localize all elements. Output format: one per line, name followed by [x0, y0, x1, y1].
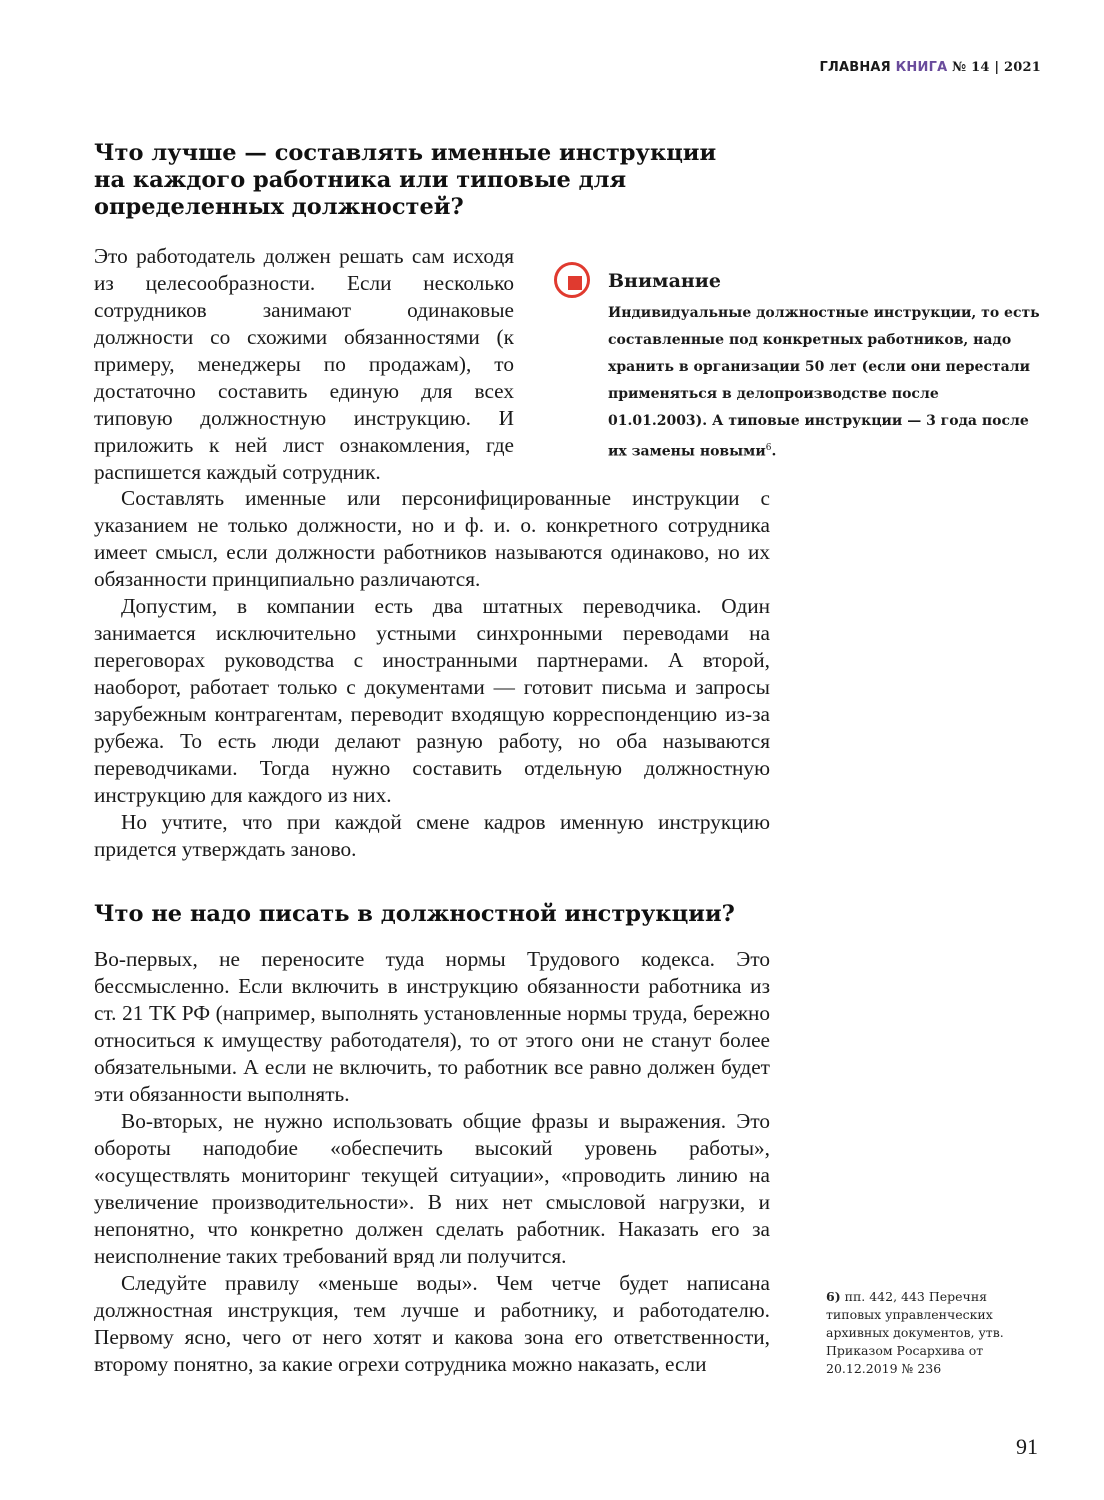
paragraph: Но учтите, что при каждой смене кадров именную инструкцию придется утверждать заново.: [94, 810, 770, 861]
callout-end: .: [771, 443, 777, 460]
page-number: 91: [1016, 1434, 1038, 1459]
paragraph: Это работодатель должен решать сам исходя из целесообразности. Если несколько сотрудников занимают одинаковые должности со схожими обязанностями (к примеру, менеджеры по продажам), то достаточно составить единую для всех типовую должностную инструкцию. И приложить к ней лист ознакомления, где распишется каждый сотрудник.: [94, 244, 514, 484]
issue-number: № 14 | 2021: [952, 60, 1041, 75]
magazine-header: [819, 60, 1041, 75]
paragraph: Составлять именные или персонифицированные инструкции с указанием не только должности, но и ф. и. о. конкретного сотрудника имеет смысл, если должности работников называются одинаково, но их обязанности принципиально различаются.: [94, 486, 770, 591]
body-text: [94, 946, 770, 1378]
paragraph: Допустим, в компании есть два штатных переводчика. Один занимается исключительно устными синхронными переводами на переговорах руководства с иностранными партнерами. А второй, наоборот, работает только с документами — готовит письма и запросы зарубежным контрагентам, переводит входящую корреспонденцию из-за рубежа. То есть люди делают разную работу, но оба называются переводчиками. Тогда нужно составить отдельную должностную инструкцию для каждого из них.: [94, 594, 770, 807]
brand-name: ГЛАВНАЯ: [819, 60, 891, 75]
paragraph: Во-первых, не переносите туда нормы Трудового кодекса. Это бессмысленно. Если включить в инструкцию обязанности работника из ст. 21 ТК РФ (например, выполнять установленные нормы труда, бережно относиться к имуществу работодателя), то от этого они не станут более обязательными. А если не включить, то работник все равно должен будет эти обязанности выполнять.: [94, 947, 770, 1106]
brand-name-accent: КНИГА: [895, 60, 948, 75]
stop-icon: [554, 262, 590, 298]
footnote-ref: 6: [765, 443, 772, 453]
section-heading: Что лучше — составлять именные инструкции на каждого работника или типовые для определенных должностей?: [94, 140, 717, 220]
body-text: [94, 243, 514, 486]
footnote-marker: 6): [826, 1289, 841, 1304]
footnote: [826, 1288, 1026, 1378]
paragraph: Во-вторых, не нужно использовать общие фразы и выражения. Это обороты наподобие «обеспечить высокий уровень работы», «осуществлять мониторинг текущей ситуации», «проводить линию на увеличение производительности». В них нет смысловой нагрузки, и непонятно, что конкретно должен сделать работник. Наказать его за неисполнение таких требований вряд ли получится.: [94, 1109, 770, 1268]
footnote-text: пп. 442, 443 Перечня типовых управленческих архивных документов, утв. Приказом Росархива от 20.12.2019 № 236: [826, 1289, 1004, 1376]
paragraph: Следуйте правилу «меньше воды». Чем четче будет написана должностная инструкция, тем лучше и работнику, и работодателю. Первому ясно, чего от него хотят и какова зона его ответственности, второму понятно, за какие огрехи сотрудника можно наказать, если: [94, 1271, 770, 1376]
callout-title: Внимание: [608, 270, 721, 292]
body-text: [94, 485, 770, 863]
callout-text: [608, 300, 1040, 466]
callout-body: Индивидуальные должностные инструкции, то есть составленные под конкретных работников, надо хранить в организации 50 лет (если они перестали применяться в делопроизводстве после 01.01.2003). А типовые инструкции — 3 года после их замены новыми: [608, 305, 1040, 460]
section-heading: Что не надо писать в должностной инструкции?: [94, 901, 735, 927]
